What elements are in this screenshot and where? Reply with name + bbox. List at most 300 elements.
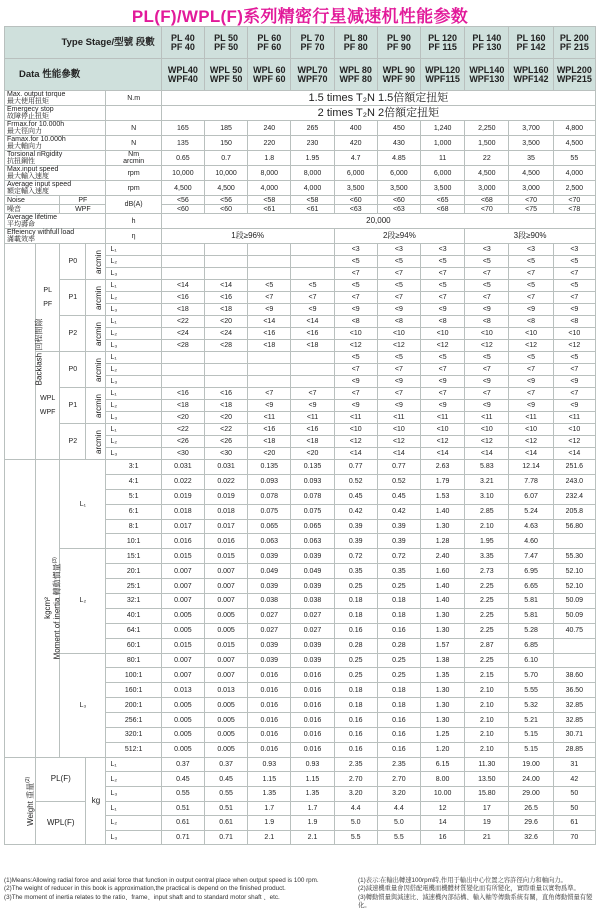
value-cell: 0.007 <box>161 579 204 594</box>
value-cell: <3 <box>377 244 420 256</box>
value-cell: 2.70 <box>334 772 377 787</box>
value-cell: 29.00 <box>509 787 553 802</box>
value-cell: 0.007 <box>204 668 247 683</box>
value-cell: 0.005 <box>161 623 204 638</box>
value-cell: 0.093 <box>291 474 334 489</box>
value-cell: <9 <box>421 400 465 412</box>
ratio-label: 15:1 <box>106 549 161 564</box>
value-cell: 0.51 <box>204 801 247 816</box>
value-cell <box>161 352 204 364</box>
value-cell: 0.42 <box>334 504 377 519</box>
value-cell: <12 <box>465 340 509 352</box>
value-cell: <9 <box>465 304 509 316</box>
value-cell: <20 <box>204 316 247 328</box>
value-cell: 2.10 <box>465 713 509 728</box>
value-cell <box>291 244 334 256</box>
value-cell: 2,250 <box>465 121 509 136</box>
value-cell: 0.016 <box>248 683 291 698</box>
value-cell: 55 <box>553 151 595 166</box>
value-cell: <9 <box>553 376 595 388</box>
value-cell: 1.30 <box>421 713 465 728</box>
value-cell <box>291 376 334 388</box>
table-row <box>5 244 596 256</box>
value-cell: <5 <box>334 256 377 268</box>
data-label: Data 性能參數 <box>5 59 162 91</box>
value-cell: 2.25 <box>465 653 509 668</box>
note-en: (2)The weight of reducer in this book is approximation,the practical is depend on the finished product. <box>4 885 286 893</box>
value-cell: 52.10 <box>553 564 595 579</box>
value-cell: 8.00 <box>421 772 465 787</box>
value-cell: <12 <box>553 340 595 352</box>
value-cell: <7 <box>553 388 595 400</box>
value-cell <box>204 352 247 364</box>
value-cell: 1.30 <box>421 519 465 534</box>
value-cell: <16 <box>204 388 247 400</box>
value-cell: 3.20 <box>334 787 377 802</box>
value-cell: <3 <box>421 244 465 256</box>
value-cell: 2.10 <box>465 519 509 534</box>
value-cell: <70 <box>465 205 509 214</box>
value-cell: 11.30 <box>465 757 509 772</box>
table-row <box>5 205 596 214</box>
model-header-pl: PL 140 PF 130 <box>465 27 509 59</box>
fr-label: Frmax.for 10.000h 最大徑向力 <box>5 121 106 136</box>
value-cell: 55.30 <box>553 549 595 564</box>
value-cell: 61 <box>553 816 595 831</box>
value-cell: 2.87 <box>465 638 509 653</box>
value-cell: 50 <box>553 801 595 816</box>
value-cell: 1.40 <box>421 594 465 609</box>
value-cell: 1.30 <box>421 683 465 698</box>
value-cell: 251.6 <box>553 460 595 475</box>
value-cell: <12 <box>509 436 553 448</box>
table-row <box>5 121 596 136</box>
value-cell: 3,500 <box>421 181 465 196</box>
model-header-wpl: WPL40 WPF40 <box>161 59 204 91</box>
value-cell: 6.10 <box>509 653 553 668</box>
value-cell: 0.038 <box>248 594 291 609</box>
model-header-pl: PL 40 PF 40 <box>161 27 204 59</box>
value-cell: 240 <box>248 121 291 136</box>
efficiency-stage-1: 1段≥96% <box>161 229 334 244</box>
stage-label: L₂ <box>106 292 161 304</box>
unit-cell: Nm arcmin <box>106 151 161 166</box>
value-cell: 0.019 <box>204 489 247 504</box>
stage-label: L₂ <box>106 436 161 448</box>
value-cell: 3.10 <box>465 489 509 504</box>
value-cell: 0.25 <box>334 579 377 594</box>
value-cell: 31 <box>553 757 595 772</box>
value-cell: 0.039 <box>248 653 291 668</box>
value-cell: <12 <box>465 436 509 448</box>
value-cell: <12 <box>421 340 465 352</box>
value-cell: 8,000 <box>291 166 334 181</box>
efficiency-stage-3: 3段≥90% <box>465 229 596 244</box>
value-cell: 220 <box>248 136 291 151</box>
value-cell: <7 <box>334 364 377 376</box>
value-cell: 0.065 <box>248 519 291 534</box>
value-cell: <18 <box>161 400 204 412</box>
value-cell: 232.4 <box>553 489 595 504</box>
value-cell: 0.027 <box>291 623 334 638</box>
value-cell: <9 <box>248 304 291 316</box>
value-cell <box>204 364 247 376</box>
unit-cell: arcmin <box>86 280 106 316</box>
stage-label: L₃ <box>106 304 161 316</box>
value-cell: 0.031 <box>204 460 247 475</box>
value-cell: 6.65 <box>509 579 553 594</box>
value-cell: 0.55 <box>204 787 247 802</box>
value-cell: 1.40 <box>421 579 465 594</box>
value-cell: 0.039 <box>248 579 291 594</box>
unit-cell: arcmin <box>86 352 106 388</box>
value-cell: 5.5 <box>377 830 420 845</box>
model-header-pl: PL 160 PF 142 <box>509 27 553 59</box>
noise-wpf-label: WPF <box>60 205 106 214</box>
value-cell: 0.005 <box>161 608 204 623</box>
value-cell: 0.45 <box>334 489 377 504</box>
value-cell: <9 <box>377 376 420 388</box>
value-cell: <14 <box>334 448 377 460</box>
value-cell: <60 <box>204 205 247 214</box>
ratio-label: 5:1 <box>106 489 161 504</box>
value-cell: 0.016 <box>291 683 334 698</box>
unit-cell: rpm <box>106 166 161 181</box>
value-cell: <7 <box>291 388 334 400</box>
value-cell <box>248 364 291 376</box>
value-cell: <7 <box>465 292 509 304</box>
value-cell: 1.30 <box>421 623 465 638</box>
ratio-label: 100:1 <box>106 668 161 683</box>
model-header-pl: PL 70 PF 70 <box>291 27 334 59</box>
value-cell: 0.18 <box>334 594 377 609</box>
value-cell: 50 <box>553 787 595 802</box>
stage-label: L₂ <box>60 549 106 653</box>
value-cell: <10 <box>377 424 420 436</box>
value-cell: 2.35 <box>334 757 377 772</box>
value-cell <box>204 268 247 280</box>
value-cell: 3,000 <box>465 181 509 196</box>
value-cell: <8 <box>553 316 595 328</box>
rigidity-label: Torsional riRgidity 抗扭鋼性 <box>5 151 106 166</box>
value-cell: 0.063 <box>248 534 291 549</box>
value-cell: <63 <box>334 205 377 214</box>
value-cell: <7 <box>509 292 553 304</box>
ratio-label: 8:1 <box>106 519 161 534</box>
value-cell: 3,000 <box>509 181 553 196</box>
value-cell: <58 <box>248 196 291 205</box>
value-cell: 4,000 <box>553 166 595 181</box>
table-row <box>5 106 596 121</box>
ratio-label: 80:1 <box>106 653 161 668</box>
value-cell <box>204 244 247 256</box>
value-cell: 0.45 <box>377 489 420 504</box>
value-cell: <3 <box>334 244 377 256</box>
value-cell: <56 <box>204 196 247 205</box>
unit-cell: arcmin <box>86 244 106 280</box>
value-cell: <3 <box>553 244 595 256</box>
value-cell: <22 <box>161 316 204 328</box>
value-cell: 0.35 <box>334 564 377 579</box>
value-cell: <61 <box>291 205 334 214</box>
ratio-label: 25:1 <box>106 579 161 594</box>
value-cell: 0.18 <box>334 608 377 623</box>
value-cell: 0.28 <box>334 638 377 653</box>
value-cell: 1.9 <box>248 816 291 831</box>
value-cell: 1,500 <box>465 136 509 151</box>
value-cell: <8 <box>377 316 420 328</box>
value-cell: 21 <box>465 830 509 845</box>
value-cell: 430 <box>377 136 420 151</box>
value-cell: <28 <box>161 340 204 352</box>
value-cell: 0.016 <box>204 534 247 549</box>
value-cell: 0.005 <box>204 698 247 713</box>
value-cell: 0.027 <box>248 623 291 638</box>
value-cell: 4,000 <box>291 181 334 196</box>
value-cell: <26 <box>161 436 204 448</box>
value-cell: 2.85 <box>465 504 509 519</box>
value-cell: 70 <box>553 830 595 845</box>
value-cell: 0.18 <box>377 594 420 609</box>
value-cell: 5.83 <box>465 460 509 475</box>
value-cell: 2.40 <box>421 549 465 564</box>
value-cell <box>291 256 334 268</box>
table-row <box>5 757 596 772</box>
noise-pf-label: PF <box>60 196 106 205</box>
value-cell: <7 <box>465 388 509 400</box>
value-cell: 0.075 <box>291 504 334 519</box>
value-cell: <8 <box>465 316 509 328</box>
value-cell: 4.4 <box>377 801 420 816</box>
value-cell: 150 <box>204 136 247 151</box>
value-cell: <7 <box>248 292 291 304</box>
value-cell: <7 <box>509 388 553 400</box>
value-cell: 32.6 <box>509 830 553 845</box>
value-cell: <7 <box>553 364 595 376</box>
value-cell: <18 <box>161 304 204 316</box>
table-row <box>5 181 596 196</box>
value-cell: 450 <box>377 121 420 136</box>
value-cell: 1.7 <box>248 801 291 816</box>
value-cell: <16 <box>248 328 291 340</box>
value-cell: <5 <box>421 280 465 292</box>
ratio-label: 160:1 <box>106 683 161 698</box>
value-cell: 265 <box>291 121 334 136</box>
value-cell: 7.78 <box>509 474 553 489</box>
value-cell: 0.022 <box>161 474 204 489</box>
value-cell: 4,500 <box>204 181 247 196</box>
value-cell: <7 <box>509 364 553 376</box>
value-cell: <7 <box>553 292 595 304</box>
value-cell <box>161 364 204 376</box>
value-cell: 0.005 <box>204 713 247 728</box>
value-cell: <3 <box>509 244 553 256</box>
table-row <box>5 136 596 151</box>
value-cell: 6.85 <box>509 638 553 653</box>
value-cell: 10,000 <box>204 166 247 181</box>
value-cell <box>248 268 291 280</box>
unit-cell: arcmin <box>86 424 106 460</box>
precision-label: P1 <box>60 280 86 316</box>
value-cell: 1.95 <box>465 534 509 549</box>
value-cell: 0.007 <box>161 653 204 668</box>
value-cell: 0.039 <box>291 549 334 564</box>
value-cell: 0.65 <box>161 151 204 166</box>
value-cell: 0.015 <box>204 638 247 653</box>
value-cell: <10 <box>509 424 553 436</box>
ratio-label: 320:1 <box>106 728 161 743</box>
value-cell: 0.16 <box>377 742 420 757</box>
value-cell: 135 <box>161 136 204 151</box>
value-cell <box>248 352 291 364</box>
ratio-label: 3:1 <box>106 460 161 475</box>
value-cell: <7 <box>334 268 377 280</box>
value-cell: 5.55 <box>509 683 553 698</box>
stage-label: L₁ <box>106 244 161 256</box>
value-cell: 420 <box>334 136 377 151</box>
value-cell: 0.078 <box>291 489 334 504</box>
value-cell: <78 <box>553 205 595 214</box>
weight-label: Weight 重量$^{(2)}$ <box>5 757 36 845</box>
value-cell <box>161 256 204 268</box>
note-cn: (3)轉動慣量與減速比、減速機內部結構、輸入軸等傳動系統有關，直角傳動慣量有變化。 <box>358 893 593 909</box>
value-cell: 0.016 <box>291 728 334 743</box>
value-cell: <7 <box>465 364 509 376</box>
backlash-group-label: PL PF <box>36 244 60 352</box>
table-row <box>5 316 596 328</box>
value-cell: 400 <box>334 121 377 136</box>
value-cell: 0.007 <box>161 564 204 579</box>
value-cell: 22 <box>465 151 509 166</box>
value-cell: <20 <box>291 448 334 460</box>
value-cell: <20 <box>204 412 247 424</box>
value-cell: 5.0 <box>377 816 420 831</box>
value-cell: 0.039 <box>248 549 291 564</box>
value-cell <box>248 256 291 268</box>
value-cell: <14 <box>161 280 204 292</box>
stage-label: L₃ <box>106 340 161 352</box>
value-cell: 0.005 <box>204 728 247 743</box>
value-cell: 4,500 <box>465 166 509 181</box>
value-cell: 1.7 <box>291 801 334 816</box>
value-cell: <14 <box>509 448 553 460</box>
value-cell: 0.016 <box>291 742 334 757</box>
table-row <box>5 549 596 564</box>
value-cell: <9 <box>509 400 553 412</box>
model-header-wpl: WPL120 WPF115 <box>421 59 465 91</box>
value-cell: <22 <box>204 424 247 436</box>
value-cell: 42 <box>553 772 595 787</box>
value-cell: 1.38 <box>421 653 465 668</box>
value-cell: <5 <box>377 280 420 292</box>
value-cell: 0.005 <box>161 698 204 713</box>
value-cell: <12 <box>421 436 465 448</box>
unit-cell: arcmin <box>86 388 106 424</box>
value-cell: 0.71 <box>161 830 204 845</box>
value-cell: <5 <box>421 352 465 364</box>
value-cell: 0.16 <box>377 713 420 728</box>
value-cell: 4,000 <box>248 181 291 196</box>
value-cell: 50.09 <box>553 608 595 623</box>
value-cell: 0.18 <box>377 698 420 713</box>
value-cell: 0.007 <box>161 668 204 683</box>
noise-label: Noise <box>5 196 60 205</box>
value-cell: 6.15 <box>421 757 465 772</box>
unit-cell <box>106 106 161 121</box>
table-row <box>5 59 596 75</box>
table-row <box>5 388 596 400</box>
value-cell: 11 <box>421 151 465 166</box>
value-cell: <9 <box>553 304 595 316</box>
value-cell: 6.95 <box>509 564 553 579</box>
value-cell: <14 <box>248 316 291 328</box>
model-header-pl: PL 60 PF 60 <box>248 27 291 59</box>
value-cell: <7 <box>509 268 553 280</box>
value-cell: <5 <box>334 280 377 292</box>
ratio-label: 256:1 <box>106 713 161 728</box>
value-cell: <63 <box>377 205 420 214</box>
stage-label: L₁ <box>60 460 106 549</box>
value-cell: 0.016 <box>161 534 204 549</box>
value-cell: 6.07 <box>509 489 553 504</box>
ratio-label: 200:1 <box>106 698 161 713</box>
value-cell: 0.77 <box>377 460 420 475</box>
value-cell: <5 <box>553 280 595 292</box>
value-cell: 2.70 <box>377 772 420 787</box>
value-cell: 1.9 <box>291 816 334 831</box>
value-cell: 13.50 <box>465 772 509 787</box>
value-cell: <22 <box>161 424 204 436</box>
note-en: (1)Means:Allowing radial force and axial force that function in output central place when output speed is 100 rpm. <box>4 877 319 884</box>
value-cell <box>204 376 247 388</box>
value-cell: 0.005 <box>204 742 247 757</box>
lifetime-value: 20,000 <box>161 214 595 229</box>
value-cell: <18 <box>291 436 334 448</box>
value-cell: 1.53 <box>421 489 465 504</box>
stage-label: L₁ <box>106 280 161 292</box>
value-cell: 1.15 <box>291 772 334 787</box>
stage-label: L₁ <box>106 352 161 364</box>
max-torque-value: 1.5 times T₂N 1.5倍額定扭矩 <box>161 91 595 106</box>
value-cell: 185 <box>204 121 247 136</box>
value-cell: 2.10 <box>465 683 509 698</box>
stage-label: L₁ <box>106 388 161 400</box>
value-cell: <5 <box>334 352 377 364</box>
value-cell: 0.013 <box>161 683 204 698</box>
weight-group-label: PL(F) <box>36 757 86 801</box>
value-cell: <5 <box>509 256 553 268</box>
stage-label: L₃ <box>106 268 161 280</box>
value-cell: <60 <box>161 205 204 214</box>
value-cell: 165 <box>161 121 204 136</box>
value-cell: 1.30 <box>421 698 465 713</box>
value-cell: 4.60 <box>509 534 553 549</box>
value-cell: 0.039 <box>291 638 334 653</box>
value-cell: 0.72 <box>377 549 420 564</box>
value-cell: 2.1 <box>291 830 334 845</box>
table-row <box>5 151 596 166</box>
value-cell: 6,000 <box>334 166 377 181</box>
value-cell: 0.017 <box>161 519 204 534</box>
model-header-wpl: WPL 90 WPF 90 <box>377 59 420 91</box>
footnotes-cn <box>358 877 596 910</box>
value-cell: <10 <box>421 328 465 340</box>
value-cell: <9 <box>465 376 509 388</box>
stage-label: L₃ <box>106 412 161 424</box>
value-cell: 230 <box>291 136 334 151</box>
value-cell: 0.065 <box>291 519 334 534</box>
value-cell: 6,000 <box>377 166 420 181</box>
